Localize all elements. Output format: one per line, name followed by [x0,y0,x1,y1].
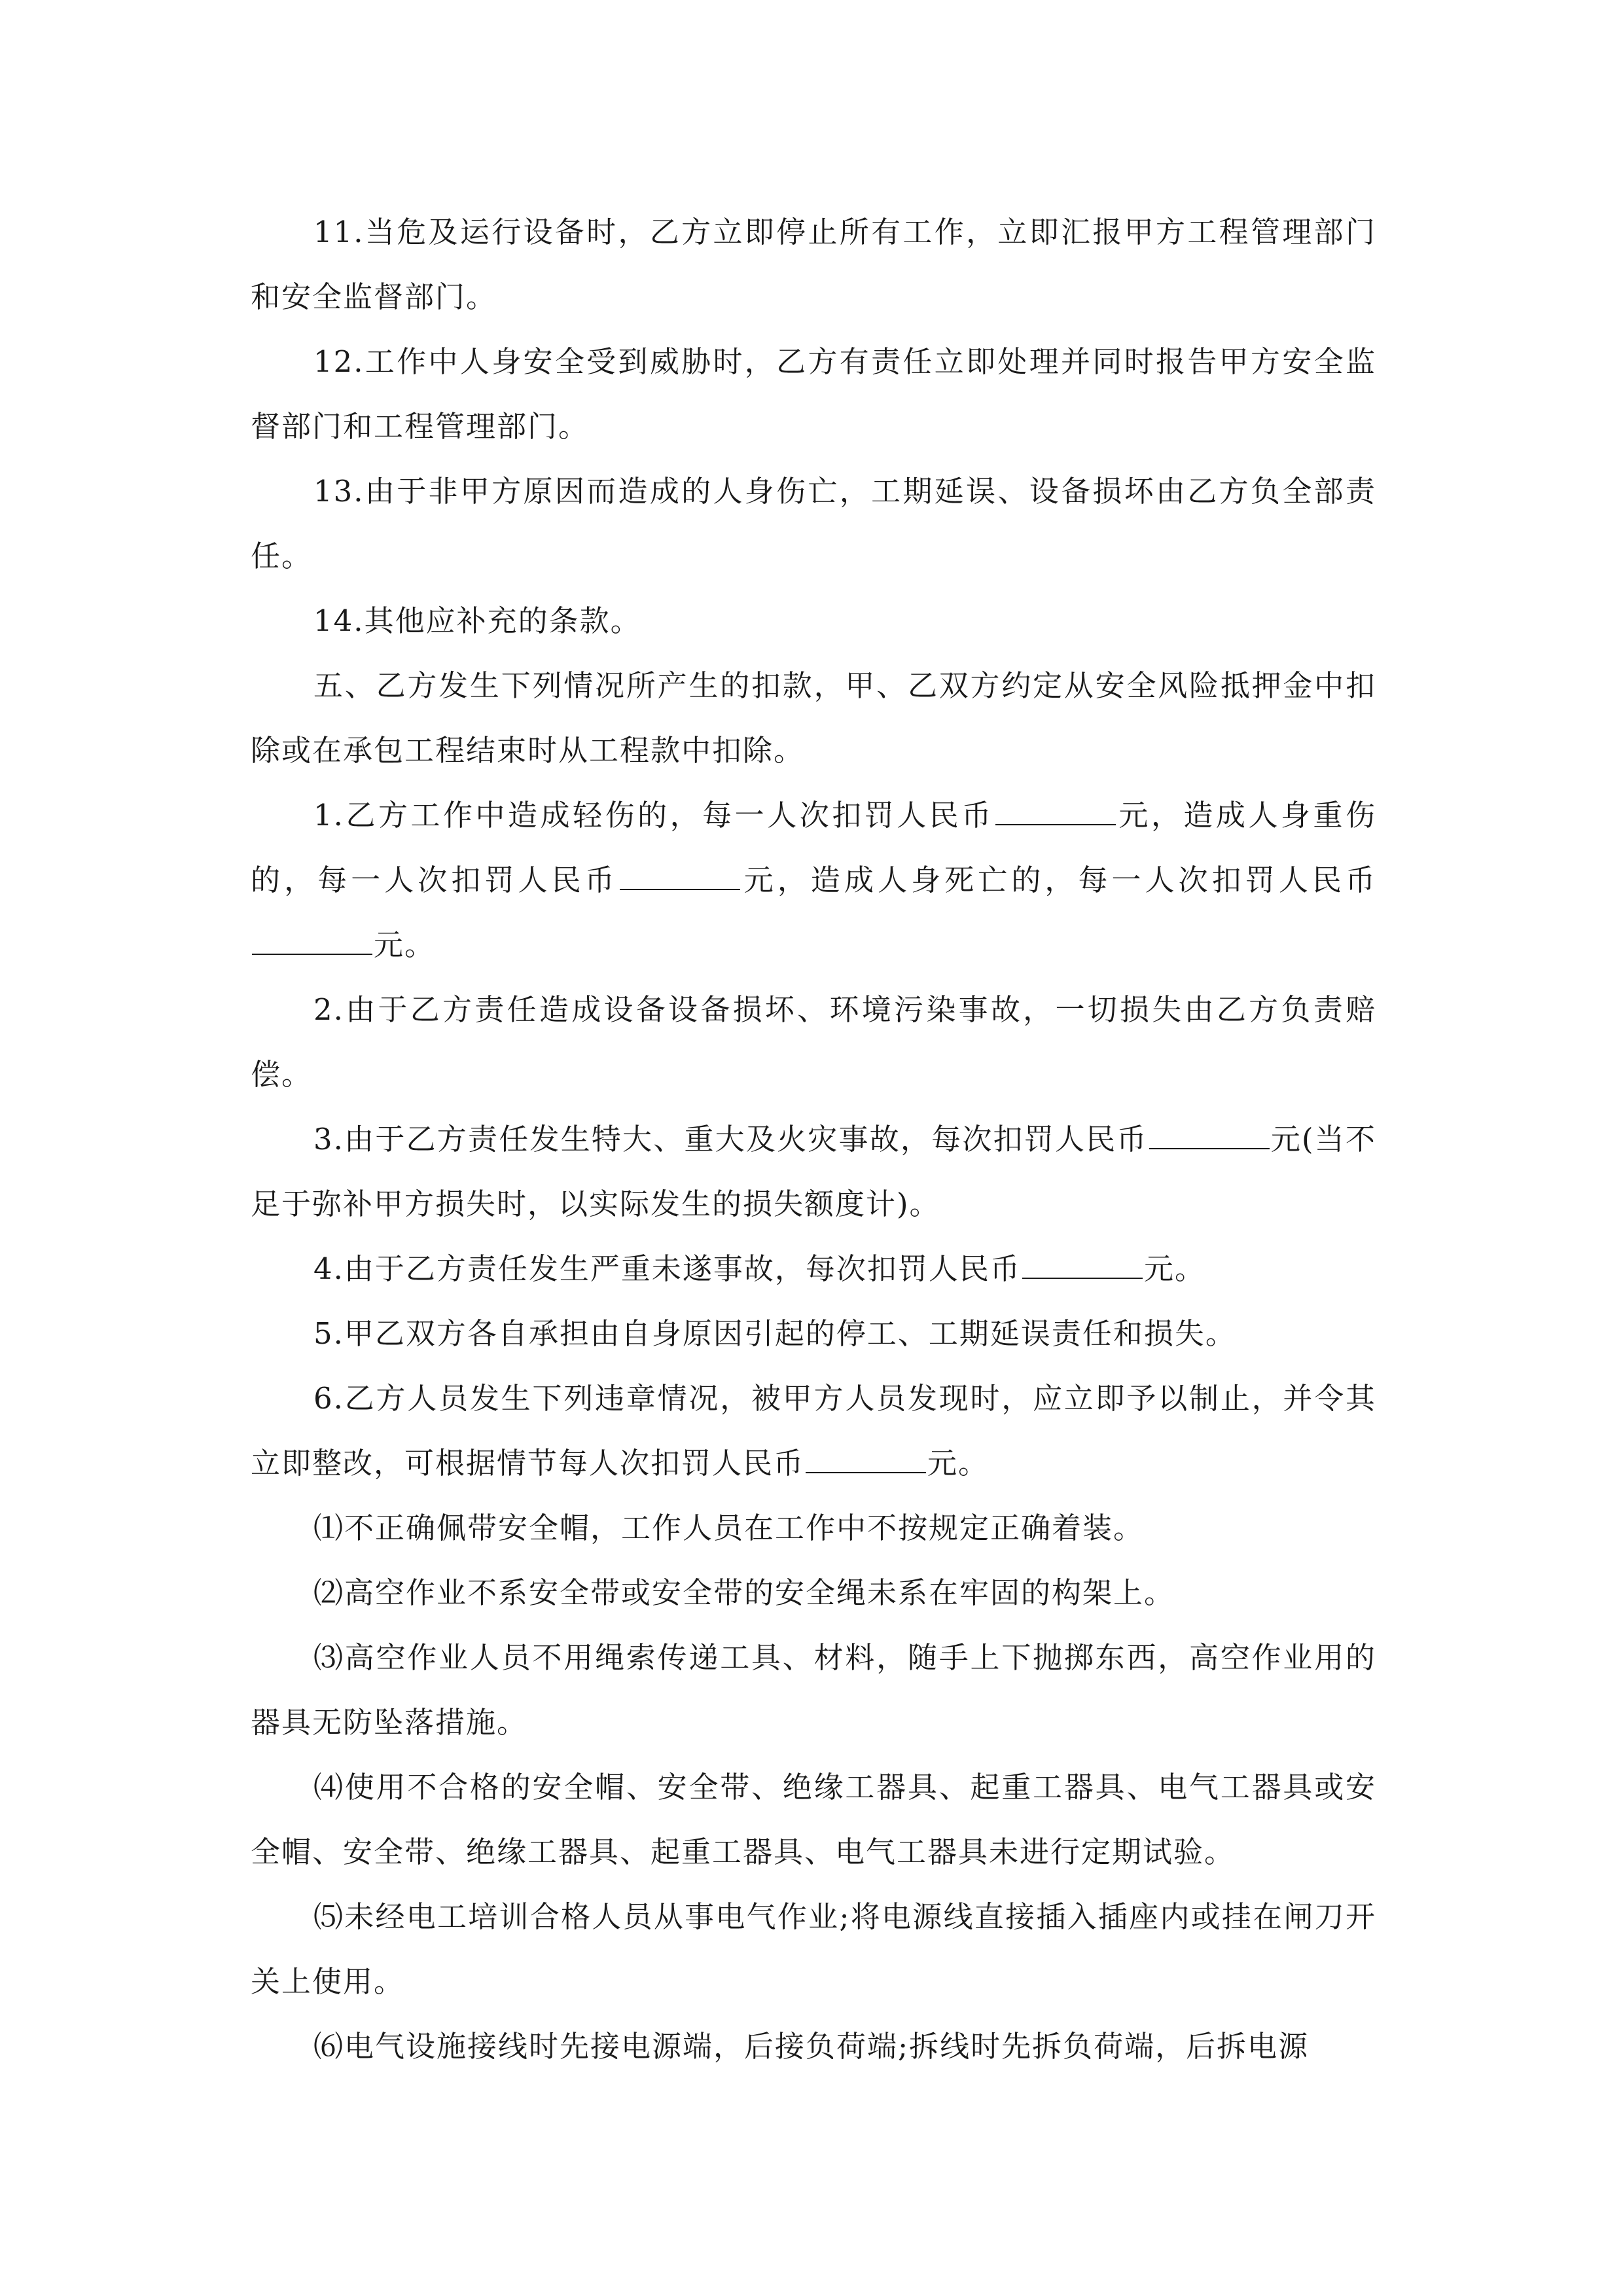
section-5-heading: 五、乙方发生下列情况所产生的扣款，甲、乙双方约定从安全风险抵押金中扣除或在承包工程结束时从工程款中扣除。 [251,668,1376,768]
violation-item-5: ⑸未经电工培训合格人员从事电气作业;将电源线直接插入插座内或挂在闸刀开关上使用。 [251,1899,1376,1999]
deduction-item-2: 2.由于乙方责任造成设备设备损坏、环境污染事故，一切损失由乙方负责赔偿。 [251,992,1376,1092]
amount-blank [995,799,1116,825]
violation-item-2: ⑵高空作业不系安全带或安全带的安全绳未系在牢固的构架上。 [313,1575,1175,1610]
deduction-item-4-text-b: 元。 [1143,1251,1205,1286]
clause-11: 11.当危及运行设备时，乙方立即停止所有工作，立即汇报甲方工程管理部门和安全监督部门。 [251,215,1376,314]
violation-item-1: ⑴不正确佩带安全帽，工作人员在工作中不按规定正确着装。 [313,1511,1145,1545]
deduction-item-1-text-c: 元，造成人身死亡的，每一人次扣罚人民币 [741,863,1376,897]
amount-blank [252,929,372,955]
violation-item-3: ⑶高空作业人员不用绳索传递工具、材料，随手上下抛掷东西，高空作业用的器具无防坠落措施。 [251,1640,1376,1740]
amount-blank [1149,1123,1270,1149]
clause-13: 13.由于非甲方原因而造成的人身伤亡，工期延误、设备损坏由乙方负全部责任。 [251,474,1376,573]
deduction-item-5: 5.甲乙双方各自承担由自身原因引起的停工、工期延误责任和损失。 [313,1316,1236,1351]
deduction-item-4 [251,1236,1376,1301]
violation-item-4: ⑷使用不合格的安全帽、安全带、绝缘工器具、起重工器具、电气工器具或安全帽、安全带、绝缘工器具、起重工器具、电气工器具未进行定期试验。 [251,1770,1376,1869]
deduction-item-6 [251,1366,1376,1496]
deduction-item-3 [251,1107,1376,1236]
amount-blank [620,864,740,890]
violation-item-6: ⑹电气设施接线时先接电源端，后接负荷端;拆线时先拆负荷端，后拆电源 [313,2029,1310,2064]
deduction-item-4-text-a: 4.由于乙方责任发生严重未遂事故，每次扣罚人民币 [313,1251,1021,1286]
deduction-item-6-text-a: 6.乙方人员发生下列违章情况，被甲方人员发现时，应立即予以制止，并令其立即整改，可根据情节每人次扣罚人民币 [251,1381,1376,1480]
amount-blank [1022,1253,1143,1279]
deduction-item-1 [251,783,1376,977]
deduction-item-6-text-b: 元。 [927,1446,990,1480]
deduction-item-3-text-b: 元(当不足于弥补甲方损失时，以实际发生的损失额度计)。 [251,1122,1377,1221]
clause-14: 14.其他应补充的条款。 [313,603,641,638]
amount-blank [806,1447,926,1473]
deduction-item-1-text-d: 元。 [374,927,436,962]
deduction-item-3-text-a: 3.由于乙方责任发生特大、重大及火灾事故，每次扣罚人民币 [313,1122,1148,1157]
deduction-item-1-text-a: 1.乙方工作中造成轻伤的，每一人次扣罚人民币 [313,798,994,833]
document-body [251,200,1376,2079]
deduction-item-1-text-b: 元，造成人身重伤的，每一人次扣罚人民币 [251,798,1376,897]
clause-12: 12.工作中人身安全受到威胁时，乙方有责任立即处理并同时报告甲方安全监督部门和工程管理部门。 [251,344,1376,444]
